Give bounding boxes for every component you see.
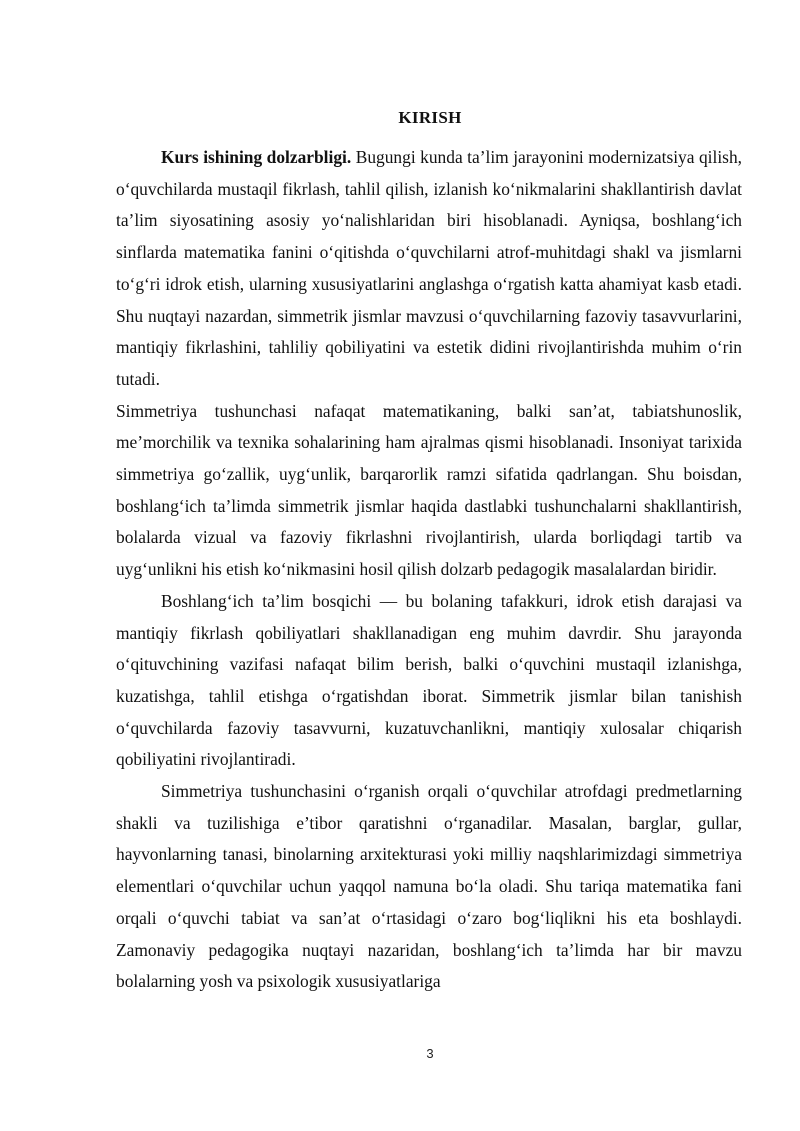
section-heading: KIRISH (398, 108, 462, 127)
paragraph-symmetry: Simmetriya tushunchasi nafaqat matematikaning, balki san’at, tabiatshunoslik, me’morchilik va texnika sohalarining ham ajralmas qismi hisoblanadi. Insoniyat tarixida simmetriya go‘zallik, uyg‘unlik, barqarorlik ramzi sifatida qadrlangan. Shu boisdan, boshlang‘ich ta’limda simmetrik jismlar haqida dastlabki tushunchalarni shakllantirish, bolalarda vizual va fazoviy fikrlashni rivojlantirish, ularda borliqdagi tartib va uyg‘unlikni his etish ko‘nikmasini hosil qilish dolzarb pedagogik masalalardan biridir. (116, 400, 742, 580)
paragraph-relevance (116, 142, 742, 396)
paragraph-lead: Kurs ishining dolzarbligi. (161, 147, 352, 167)
body-text (116, 142, 742, 998)
paragraph-primary-education: Boshlang‘ich ta’lim bosqichi — bu bolaning tafakkuri, idrok etish darajasi va mantiqiy fikrlash qobiliyatlari shakllanadigan eng muhim davrdir. Shu jarayonda o‘qituvchining vazifasi nafaqat bilim berish, balki o‘quvchini mustaqil izlanishga, kuzatishga, tahlil etishga o‘rgatishdan iborat. Simmetrik jismlar bilan tanishish o‘quvchilarda fazoviy tasavvurni, kuzatuvchanlikni, mantiqiy xulosalar chiqarish qobiliyatini rivojlantiradi. (116, 590, 742, 770)
paragraph-text: Bugungi kunda ta’lim jarayonini modernizatsiya qilish, o‘quvchilarda mustaqil fikrlash, tahlil qilish, izlanish ko‘nikmalarini shakllantirish davlat ta’lim siyosatining asosiy yo‘nalishlaridan biri hisoblanadi. Ayniqsa, boshlang‘ich sinflarda matematika fanini o‘qitishda o‘quvchilarni atrof-muhitdagi shakl va jismlarni to‘g‘ri idrok etish, ularning xususiyatlarini anglashga o‘rgatish katta ahamiyat kasb etadi. Shu nuqtayi nazardan, simmetrik jismlar mavzusi o‘quvchilarning fazoviy tasavvurlarini, mantiqiy fikrlashini, tahliliy qobiliyatini va estetik didini rivojlantirishda muhim o‘rin tutadi. (116, 147, 742, 389)
paragraph-learning-symmetry: Simmetriya tushunchasini o‘rganish orqali o‘quvchilar atrofdagi predmetlarning shakli va tuzilishiga e’tibor qaratishni o‘rganadilar. Masalan, barglar, gullar, hayvonlarning tanasi, binolarning arxitekturasi yoki milliy naqshlarimizdagi simmetriya elementlari o‘quvchilar uchun yaqqol namuna bo‘la oladi. Shu tariqa matematika fani orqali o‘quvchi tabiat va san’at o‘rtasidagi o‘zaro bog‘liqlikni his eta boshlaydi. Zamonaviy pedagogika nuqtayi nazaridan, boshlang‘ich ta’limda har bir mavzu bolalarning yosh va psixologik xususiyatlariga (116, 781, 742, 992)
page-number: 3 (426, 1046, 434, 1061)
